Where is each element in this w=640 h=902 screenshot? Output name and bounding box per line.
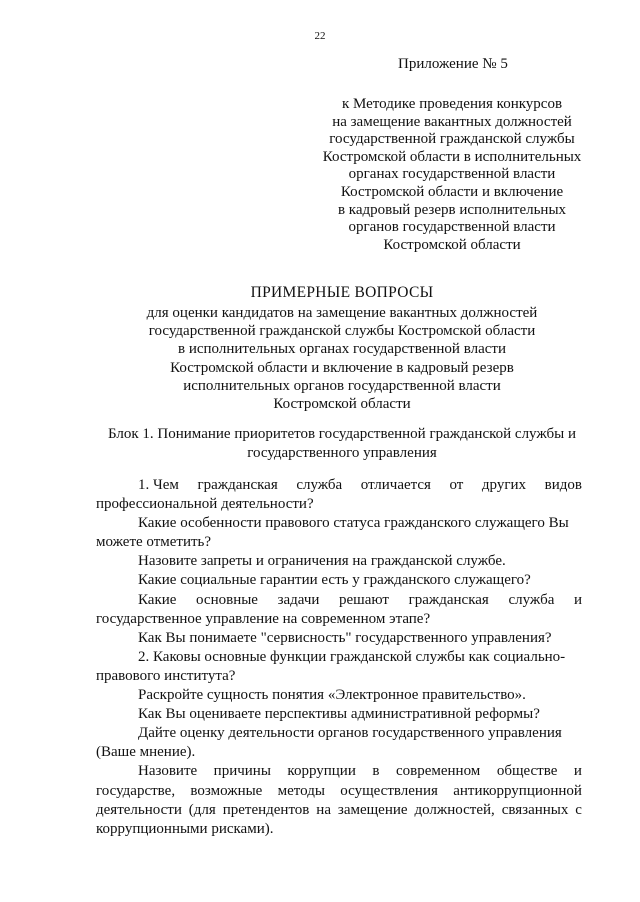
word: государстве,	[96, 782, 176, 799]
subtitle-line: исполнительных органов государственной власти	[183, 377, 501, 394]
word: осуществления	[340, 782, 438, 799]
question-line: Дайте оценку деятельности органов государственного управления	[138, 725, 562, 742]
word: служба	[508, 591, 555, 608]
word: причины	[213, 763, 271, 780]
question-line	[96, 801, 582, 820]
subtitle-line: в исполнительных органах государственной власти	[178, 341, 506, 358]
questions-body	[96, 476, 582, 839]
word: от	[449, 477, 464, 493]
word: отличается	[360, 477, 431, 493]
word: 1. Чем	[138, 477, 179, 493]
reference-line: Костромской области	[383, 236, 521, 253]
word: Какие	[138, 591, 177, 608]
reference-line: органов государственной власти	[348, 219, 556, 236]
word: возможные	[190, 782, 263, 799]
reference-line: органах государственной власти	[348, 166, 556, 183]
word: деятельности	[96, 801, 182, 818]
reference-line: государственной гражданской службы	[329, 131, 575, 148]
question-line	[96, 476, 582, 495]
page-number: 22	[314, 30, 326, 42]
question-line: правового института?	[96, 667, 236, 684]
word: антикоррупционной	[453, 782, 582, 799]
word: других	[481, 477, 527, 493]
word: и	[573, 763, 582, 780]
question-line	[96, 762, 582, 781]
word: (для	[188, 801, 216, 818]
question-line: коррупционными рисками).	[96, 820, 274, 837]
subtitle-line: государственной гражданской службы Костромской области	[148, 323, 536, 340]
word: современном	[395, 763, 481, 780]
block-heading-line: государственного управления	[247, 444, 437, 461]
word: задачи	[277, 591, 320, 608]
subtitle-line: для оценки кандидатов на замещение вакантных должностей	[146, 305, 538, 321]
question-line: Как Вы понимаете "сервисность" государственного управления?	[138, 629, 552, 646]
word: методы	[277, 782, 325, 799]
subtitle-line: Костромской области и включение в кадровый резерв	[170, 359, 514, 376]
question-line	[96, 782, 582, 801]
question-line: (Ваше мнение).	[96, 744, 196, 761]
word: претендентов	[222, 801, 310, 818]
word: замещение	[337, 801, 408, 818]
question-line: Назовите запреты и ограничения на гражданской службе.	[138, 553, 506, 570]
question-line: Какие особенности правового статуса гражданского служащего Вы	[138, 515, 569, 532]
word: коррупции	[287, 763, 356, 780]
question-line: профессиональной деятельности?	[96, 496, 314, 513]
word: гражданская	[197, 477, 278, 493]
subtitle-line: Костромской области	[273, 396, 411, 413]
word: и	[573, 591, 582, 608]
appendix-reference	[300, 96, 604, 254]
word: на	[316, 801, 331, 818]
word: служба	[296, 477, 343, 493]
appendix-label: Приложение № 5	[398, 56, 508, 72]
document-title: ПРИМЕРНЫЕ ВОПРОСЫ	[250, 284, 434, 301]
word: Назовите	[138, 763, 198, 780]
question-line: можете отметить?	[96, 534, 212, 551]
word: гражданская	[408, 591, 489, 608]
reference-line: к Методике проведения конкурсов	[341, 96, 563, 112]
question-line: государственное управление на современном этапе?	[96, 610, 431, 627]
reference-line: Костромской области и включение	[340, 183, 564, 200]
document-subtitle	[90, 304, 594, 413]
block-heading	[90, 425, 594, 462]
word: основные	[196, 591, 258, 608]
reference-line: на замещение вакантных должностей	[332, 113, 572, 130]
word: должностей,	[414, 801, 495, 818]
question-line: Раскройте сущность понятия «Электронное правительство».	[138, 687, 526, 704]
word: обществе	[496, 763, 558, 780]
word: с	[575, 801, 582, 818]
word: в	[372, 763, 380, 780]
question-line: Какие социальные гарантии есть у гражданского служащего?	[138, 572, 531, 589]
reference-line: в кадровый резерв исполнительных	[337, 201, 567, 218]
word: связанных	[501, 801, 569, 818]
question-line: 2. Каковы основные функции гражданской службы как социально-	[138, 648, 566, 665]
question-line: Как Вы оцениваете перспективы административной реформы?	[138, 706, 540, 723]
reference-line: Костромской области в исполнительных	[322, 148, 582, 165]
block-heading-line: Блок 1. Понимание приоритетов государственной гражданской службы и	[107, 426, 577, 442]
question-line	[96, 591, 582, 610]
word: видов	[544, 477, 582, 493]
word: решают	[339, 591, 389, 608]
